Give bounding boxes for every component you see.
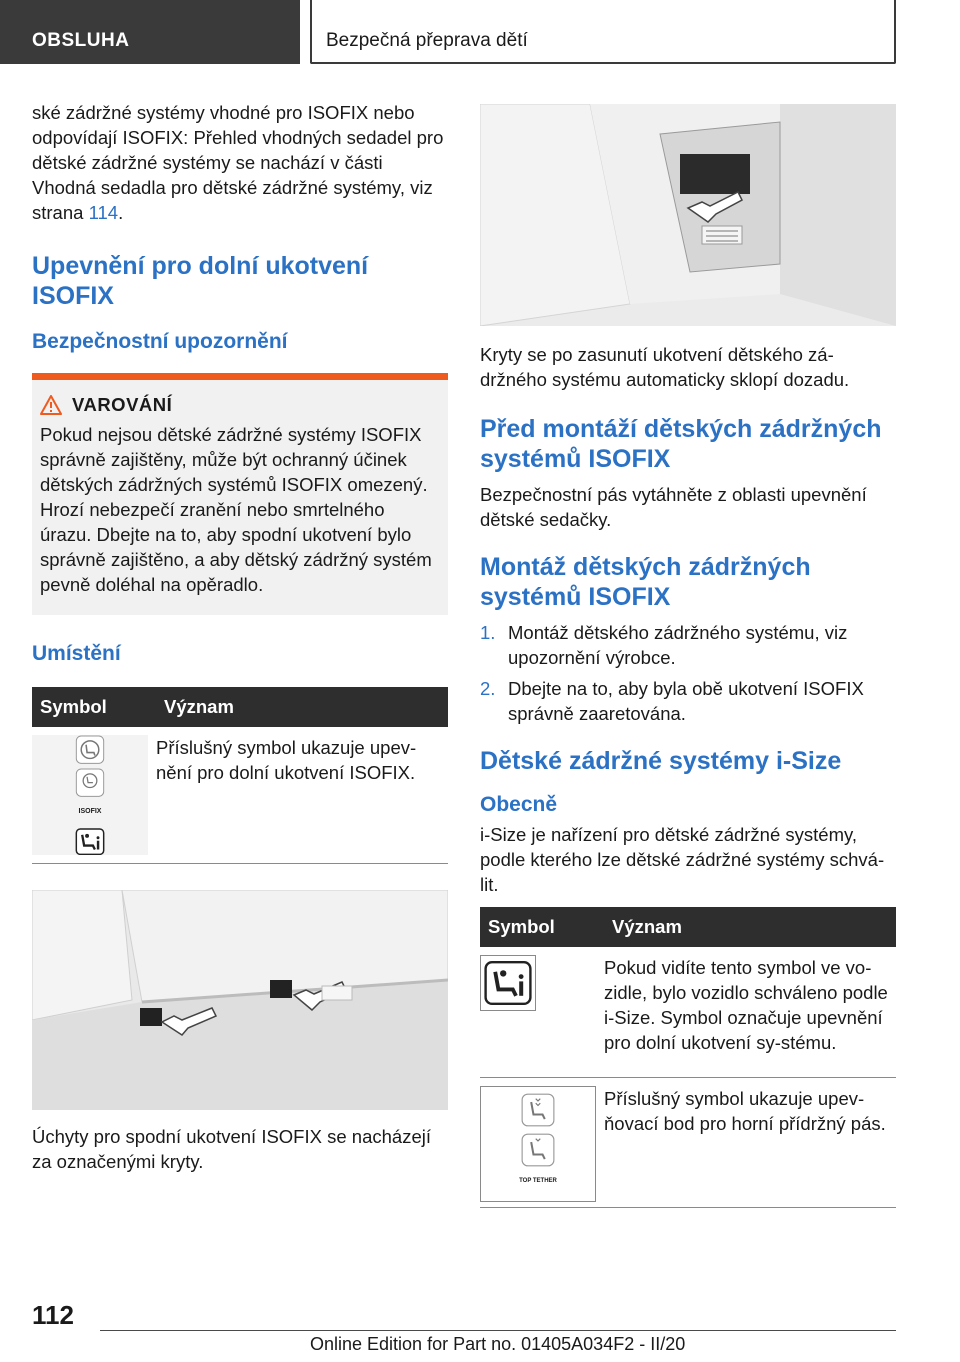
page-number: 112 xyxy=(32,1300,74,1330)
photo-caption-right: Kryty se po zasunutí ukotvení dětského zá-držného systému automaticky sklopí dozadu. xyxy=(480,344,850,390)
table-header-meaning: Význam xyxy=(156,687,448,727)
top-tether-seat-icon xyxy=(521,1093,555,1127)
table-header-meaning: Význam xyxy=(604,907,896,947)
i-size-symbol xyxy=(480,955,536,1011)
heading-safety: Bezpečnostní upozornění xyxy=(32,330,288,353)
list-item: 2. Dbejte na to, aby byla obě ukotvení ISOFIX správně zaaretována. xyxy=(480,678,864,724)
top-tether-symbols xyxy=(480,1086,596,1202)
table-row xyxy=(480,1077,896,1207)
symbol-table-i-size xyxy=(480,907,896,1208)
isofix-label-icon xyxy=(75,768,105,797)
list-item: 1. Montáž dětského zádržného systému, viz upozornění výrobce. xyxy=(480,622,848,668)
chapter-title: Bezpečná přeprava dětí xyxy=(326,30,528,51)
photo-cover-flap xyxy=(480,104,896,326)
heading-install: Montáž dětských zádržných systémů ISOFIX xyxy=(480,553,811,611)
isofix-label: ISOFIX xyxy=(78,807,102,815)
heading-general: Obecně xyxy=(480,793,558,816)
table-header-symbol: Symbol xyxy=(480,907,604,947)
heading-before-install: Před montáží dětských zádržných systémů ISOFIX xyxy=(480,415,882,473)
warning-icon xyxy=(40,395,62,415)
general-text: i-Size je nařízení pro dětské zádržné systémy, podle kterého lze dětské zádržné systémy schvá-lit. xyxy=(480,824,885,895)
heading-isofix-mount: Upevnění pro dolní ukotvení ISOFIX xyxy=(32,252,369,310)
table-cell-meaning: Pokud vidíte tento symbol ve vo-zidle, bylo vozidlo schváleno podle i-Size. Symbol označuje upevnění pro dolní ukotvení sy-stému. xyxy=(604,947,896,1077)
isofix-symbols xyxy=(32,735,148,855)
edition-text: Online Edition for Part no. 01405A034F2 - II/20 xyxy=(310,1334,686,1354)
seat-illustration xyxy=(32,890,448,1110)
before-install-text: Bezpečnostní pás vytáhněte z oblasti upevnění dětské sedačky. xyxy=(480,484,867,530)
top-tether-label: TOP TETHER xyxy=(519,1178,557,1184)
warning-title: VAROVÁNÍ xyxy=(40,394,440,416)
warning-text: Pokud nejsou dětské zádržné systémy ISOFIX správně zajištěny, může být ochranný účinek dětských zádržných systémů ISOFIX omezený. Hrozí nebezpečí zranění nebo smrtelného úrazu. Dbejte na to, aby spodní ukotvení bylo správně zajištěno, a aby dětský zádržný systém pevně doléhal na opěradlo. xyxy=(40,424,432,595)
install-steps xyxy=(480,620,896,726)
chapter-tab xyxy=(310,0,896,64)
right-column xyxy=(480,100,896,1208)
heading-i-size: Dětské zádržné systémy i-Size xyxy=(480,747,842,775)
isofix-seat-icon xyxy=(75,735,105,764)
table-header-symbol: Symbol xyxy=(32,687,156,727)
table-cell-meaning: Příslušný symbol ukazuje upev-nění pro dolní ukotvení ISOFIX. xyxy=(156,727,448,863)
section-title: OBSLUHA xyxy=(32,30,130,51)
symbol-table-isofix xyxy=(32,687,448,864)
top-tether-label-icon xyxy=(521,1133,555,1167)
table-row xyxy=(480,947,896,1077)
warning-bar xyxy=(32,373,448,380)
section-tab xyxy=(0,0,300,64)
table-row xyxy=(32,727,448,863)
i-size-icon xyxy=(484,960,532,1006)
warning-box xyxy=(32,380,448,615)
page-link[interactable]: 114 xyxy=(88,202,119,223)
table-cell-meaning: Příslušný symbol ukazuje upev-ňovací bod pro horní přídržný pás. xyxy=(604,1077,896,1207)
photo-caption-left: Úchyty pro spodní ukotvení ISOFIX se nacházejí za označenými kryty. xyxy=(32,1125,431,1172)
left-column xyxy=(32,100,448,1174)
cover-illustration xyxy=(480,104,896,326)
photo-isofix-anchors xyxy=(32,890,448,1110)
intro-paragraph: ské zádržné systémy vhodné pro ISOFIX nebo odpovídají ISOFIX: Přehled vhodných sedadel pro dětské zádržné systémy se nachází v části Vhodná sedadla pro dětské zádržné systémy, viz strana 114. xyxy=(32,102,444,223)
heading-location: Umístění xyxy=(32,642,121,665)
i-size-icon xyxy=(75,828,105,855)
footer-divider xyxy=(100,1330,896,1331)
